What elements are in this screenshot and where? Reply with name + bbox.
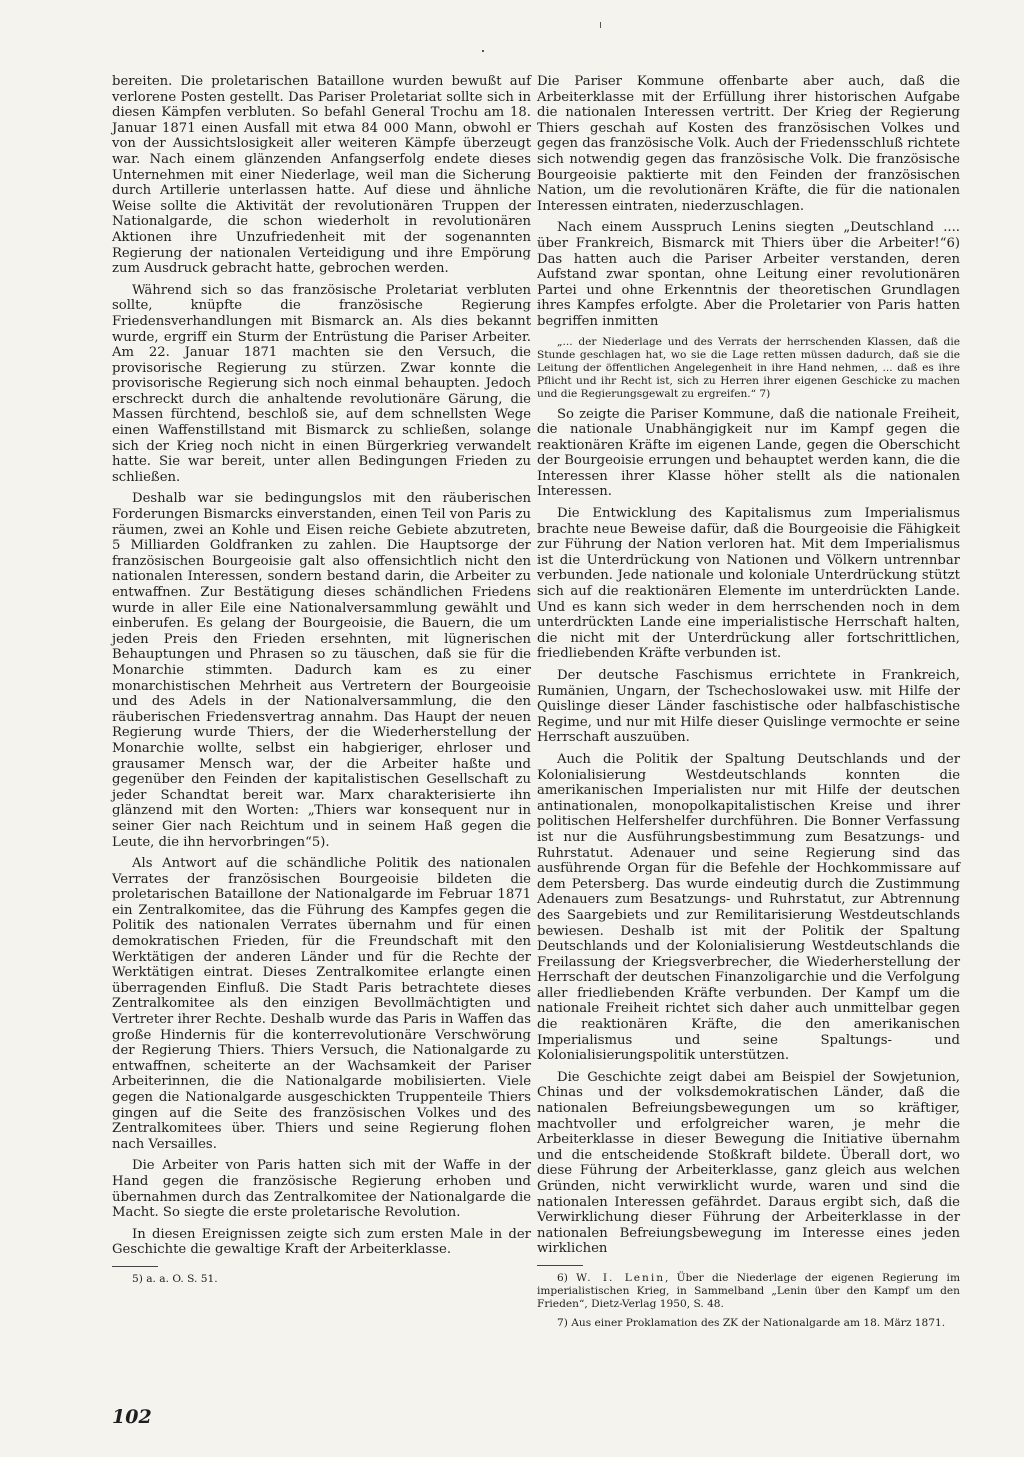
- paragraph: So zeigte die Pariser Kommune, daß die nationale Freiheit, die nationale Unabhängigkeit nur im Kampf gegen die reaktionären Kräfte im eigenen Lande, gegen die Oberschicht der Bourgeoisie errungen und behauptet werden kann, die die Interessen ihrer Klasse höher stellt als die nationalen Interessen.: [537, 406, 960, 500]
- page-number: 102: [112, 1406, 152, 1428]
- paragraph: Deshalb war sie bedingungslos mit den räuberischen Forderungen Bismarcks einverstanden, einen Teil von Paris zu räumen, zwei an Kohle und Eisen reiche Gebiete abzutreten, 5 Milliarden Goldfranken zu zahlen. Die Hauptsorge der französischen Bourgeoisie galt also offensichtlich nicht den nationalen Interessen, sondern bestand darin, die Arbeiter zu entwaffnen. Zur Bestätigung dieses schändlichen Friedens wurde in aller Eile eine Nationalversammlung gewählt und einberufen. Es gelang der Bourgeoisie, die Bauern, die um jeden Preis den Frieden ersehnten, mit lügnerischen Behauptungen und Phrasen so zu täuschen, daß sie für die Monarchie stimmten. Dadurch kam es zu einer monarchistischen Mehrheit aus Vertretern der Bourgeoisie und des Adels in der Nationalversammlung, die den räuberischen Friedensvertrag annahm. Das Haupt der neuen Regierung wurde Thiers, der die Wiederherstellung der Monarchie wollte, selbst ein habgieriger, ehrloser und grausamer Mensch war, der die Arbeiter haßte und gegenüber den Feinden der kapitalistischen Gesellschaft zu jeder Schandtat bereit war. Marx charakterisierte ihn glänzend mit den Worten: „Thiers war konsequent nur in seiner Gier nach Reichtum und in seinem Haß gegen die Leute, die ihn hervorbringen“5).: [112, 491, 531, 850]
- paragraph: Die Entwicklung des Kapitalismus zum Imperialismus brachte neue Beweise dafür, daß die Bourgeoisie die Fähigkeit zur Führung der Nation verloren hat. Mit dem Imperialismus ist die Unterdrückung von Nationen und Völkern untrennbar verbunden. Jede nationale und koloniale Unterdrückung stützt sich auf die reaktionären Elemente im unterdrückten Lande. Und es kann sich weder in dem herrschenden noch in dem unterdrückten Lande eine imperialistische Herrschaft halten, die nicht mit der Unterdrückung aller fortschrittlichen, friedliebenden Kräfte verbunden ist.: [537, 506, 960, 662]
- print-speck: [482, 50, 484, 52]
- paragraph: Auch die Politik der Spaltung Deutschlands und der Kolonialisierung Westdeutschlands konnten die amerikanischen Imperialisten nur mit Hilfe der deutschen antinationalen, monopolkapitalistischen Kreise und ihrer politischen Helfershelfer durchführen. Die Bonner Verfassung ist nur die Ausführungsbestimmung zum Besatzungs- und Ruhrstatut. Adenauer und seine Regierung sind das ausführende Organ für die Befehle der Hochkommissare auf dem Petersberg. Das wurde eindeutig durch die Zustimmung Adenauers zum Besatzungs- und Ruhrstatut, zur Abtrennung des Saargebiets und zur Remilitarisierung Westdeutschlands bewiesen. Deshalb ist mit der Politik der Spaltung Deutschlands und der Kolonialisierung Westdeutschlands die Freilassung der Kriegsverbrecher, die Wiederherstellung der Herrschaft der deutschen Finanzoligarchie und die Verfolgung aller friedliebenden Kräfte verbunden. Der Kampf um die nationale Freiheit richtet sich daher auch unmittelbar gegen die reaktionären Kräfte, die den amerikanischen Imperialismus und seine Spaltungs- und Kolonialisierungspolitik unterstützen.: [537, 751, 960, 1064]
- paragraph: In diesen Ereignissen zeigte sich zum ersten Male in der Geschichte die gewaltige Kraft der Arbeiterklasse.: [112, 1226, 531, 1258]
- paragraph: Die Geschichte zeigt dabei am Beispiel der Sowjetunion, Chinas und der volksdemokratischen Länder, daß die nationalen Befreiungsbewegungen um so kräftiger, machtvoller und erfolgreicher waren, je mehr die Arbeiterklasse in dieser Bewegung die Initiative übernahm und die entscheidende Stoßkraft bildete. Überall dort, wo diese Führung der Arbeiterklasse, ganz gleich aus welchen Gründen, nicht verwirklicht wurde, waren und sind die nationalen Interessen gefährdet. Daraus ergibt sich, daß die Verwirklichung dieser Führung der Arbeiterklasse in der nationalen Befreiungsbewegung im Interesse eines jeden wirklichen: [537, 1069, 960, 1257]
- paragraph: bereiten. Die proletarischen Bataillone wurden bewußt auf verlorene Posten gestellt. Das Pariser Proletariat sollte sich in diesen Kämpfen verbluten. So befahl General Trochu am 18. Januar 1871 einen Ausfall mit etwa 84 000 Mann, obwohl er von der Aussichtslosigkeit aller weiteren Kämpfe überzeugt war. Nach einem glänzenden Anfangserfolg endete dieses Unternehmen mit einer Niederlage, weil man die Sicherung durch Artillerie unterlassen hatte. Auf diese und ähnliche Weise sollte die Aktivität der revolutionären Truppen der Nationalgarde, die schon wiederholt in revolutionären Aktionen ihre Unzufriedenheit mit der sogenannten Regierung der nationalen Verteidigung und ihre Empörung zum Ausdruck gebracht hatte, gebrochen werden.: [112, 74, 531, 277]
- paragraph: Der deutsche Faschismus errichtete in Frankreich, Rumänien, Ungarn, der Tschechoslowakei usw. mit Hilfe der Quislinge dieser Länder faschistische oder halbfaschistische Regime, und nur mit Hilfe dieser Quislinge vermochte er seine Herrschaft auszuüben.: [537, 668, 960, 746]
- paragraph: Die Pariser Kommune offenbarte aber auch, daß die Arbeiterklasse mit der Erfüllung ihrer historischen Aufgabe die nationalen Interessen vertritt. Der Krieg der Regierung Thiers geschah auf Kosten des französischen Volkes und gegen das französische Volk. Auch der Friedensschluß richtete sich notwendig gegen das französische Volk. Die französische Bourgeoisie paktierte mit den Feinden der französischen Nation, um die revolutionären Kräfte, die für die nationalen Interessen eintraten, niederzuschlagen.: [537, 74, 960, 214]
- paragraph: Nach einem Ausspruch Lenins siegten „Deutschland .... über Frankreich, Bismarck mit Thiers über die Arbeiter!“6) Das hatten auch die Pariser Arbeiter verstanden, deren Aufstand zwar spontan, ohne Leitung einer revolutionären Partei und ohne Erkenntnis der theoretischen Grundlagen ihres Kampfes erfolgte. Aber die Proletarier von Paris hatten begriffen inmitten: [537, 220, 960, 329]
- paragraph: Die Arbeiter von Paris hatten sich mit der Waffe in der Hand gegen die französische Regierung erhoben und übernahmen durch das Zentralkomitee der Nationalgarde die Macht. So siegte die erste proletarische Revolution.: [112, 1158, 531, 1221]
- paragraph: Während sich so das französische Proletariat verbluten sollte, knüpfte die französische Regierung Friedensverhandlungen mit Bismarck an. Als dies bekannt wurde, ergriff ein Sturm der Entrüstung die Pariser Arbeiter. Am 22. Januar 1871 machten sie den Versuch, die provisorische Regierung zu stürzen. Zwar konnte die provisorische Regierung sich noch einmal behaupten. Jedoch erschreckt durch die anhaltende revolutionäre Gärung, die Massen fürchtend, beschloß sie, auf dem schnellsten Wege einen Waffenstillstand mit Bismarck zu schließen, solange sich der Krieg noch nicht in einen Bürgerkrieg verwandelt hatte. Sie war bereit, unter allen Bedingungen Frieden zu schließen.: [112, 282, 531, 485]
- block-quote: „... der Niederlage und des Verrats der herrschenden Klassen, daß die Stunde geschlagen hat, wo sie die Lage retten müssen dadurch, daß sie die Leitung der öffentlichen Angelegenheit in ihre Hand nehmen, ... daß es ihre Pflicht und ihr Recht ist, sich zu Herren ihrer eigenen Geschicke zu machen und die Regierungsgewalt zu ergreifen.“ 7): [537, 335, 960, 400]
- footnote-6-author: W. I. Lenin: [576, 1271, 666, 1284]
- footnote-6-mark: 6): [557, 1271, 568, 1284]
- right-column: [537, 74, 960, 1336]
- footnote-5: 5) a. a. O. S. 51.: [132, 1272, 218, 1285]
- footnote-divider: [537, 1265, 583, 1266]
- print-speck: [600, 22, 601, 28]
- footnote-6-text: , Über die Niederlage der eigenen Regierung im imperialistischen Krieg, in Sammelband „Lenin über den Kampf um den Frieden“, Dietz-Verlag 1950, S. 48.: [537, 1271, 960, 1310]
- footnote-6: [537, 1272, 960, 1311]
- footnote-7: 7) Aus einer Proklamation des ZK der Nationalgarde am 18. März 1871.: [557, 1316, 946, 1329]
- footnote-divider: [112, 1266, 158, 1267]
- left-column: [112, 74, 531, 1292]
- paragraph: Als Antwort auf die schändliche Politik des nationalen Verrates der französischen Bourgeoisie bildeten die proletarischen Bataillone der Nationalgarde im Februar 1871 ein Zentralkomitee, das die Führung des Kampfes gegen die Politik des nationalen Verrates übernahm und für einen demokratischen Frieden, für die Freundschaft mit den Werktätigen der anderen Länder und für die Rechte der Werktätigen eintrat. Dieses Zentralkomitee erlangte einen überragenden Einfluß. Die Stadt Paris betrachtete dieses Zentralkomitee als den einzigen Bevollmächtigten und Vertreter ihrer Rechte. Deshalb wurde das Paris in Waffen das große Hindernis für die konterrevolutionäre Verschwörung der Regierung Thiers. Thiers Versuch, die Nationalgarde zu entwaffnen, scheiterte an der Wachsamkeit der Pariser Arbeiterinnen, die die Nationalgarde mobilisierten. Viele gegen die Nationalgarde ausgeschickten Truppenteile Thiers gingen auf die Seite des französischen Volkes und des Zentralkomitees über. Thiers und seine Regierung flohen nach Versailles.: [112, 856, 531, 1152]
